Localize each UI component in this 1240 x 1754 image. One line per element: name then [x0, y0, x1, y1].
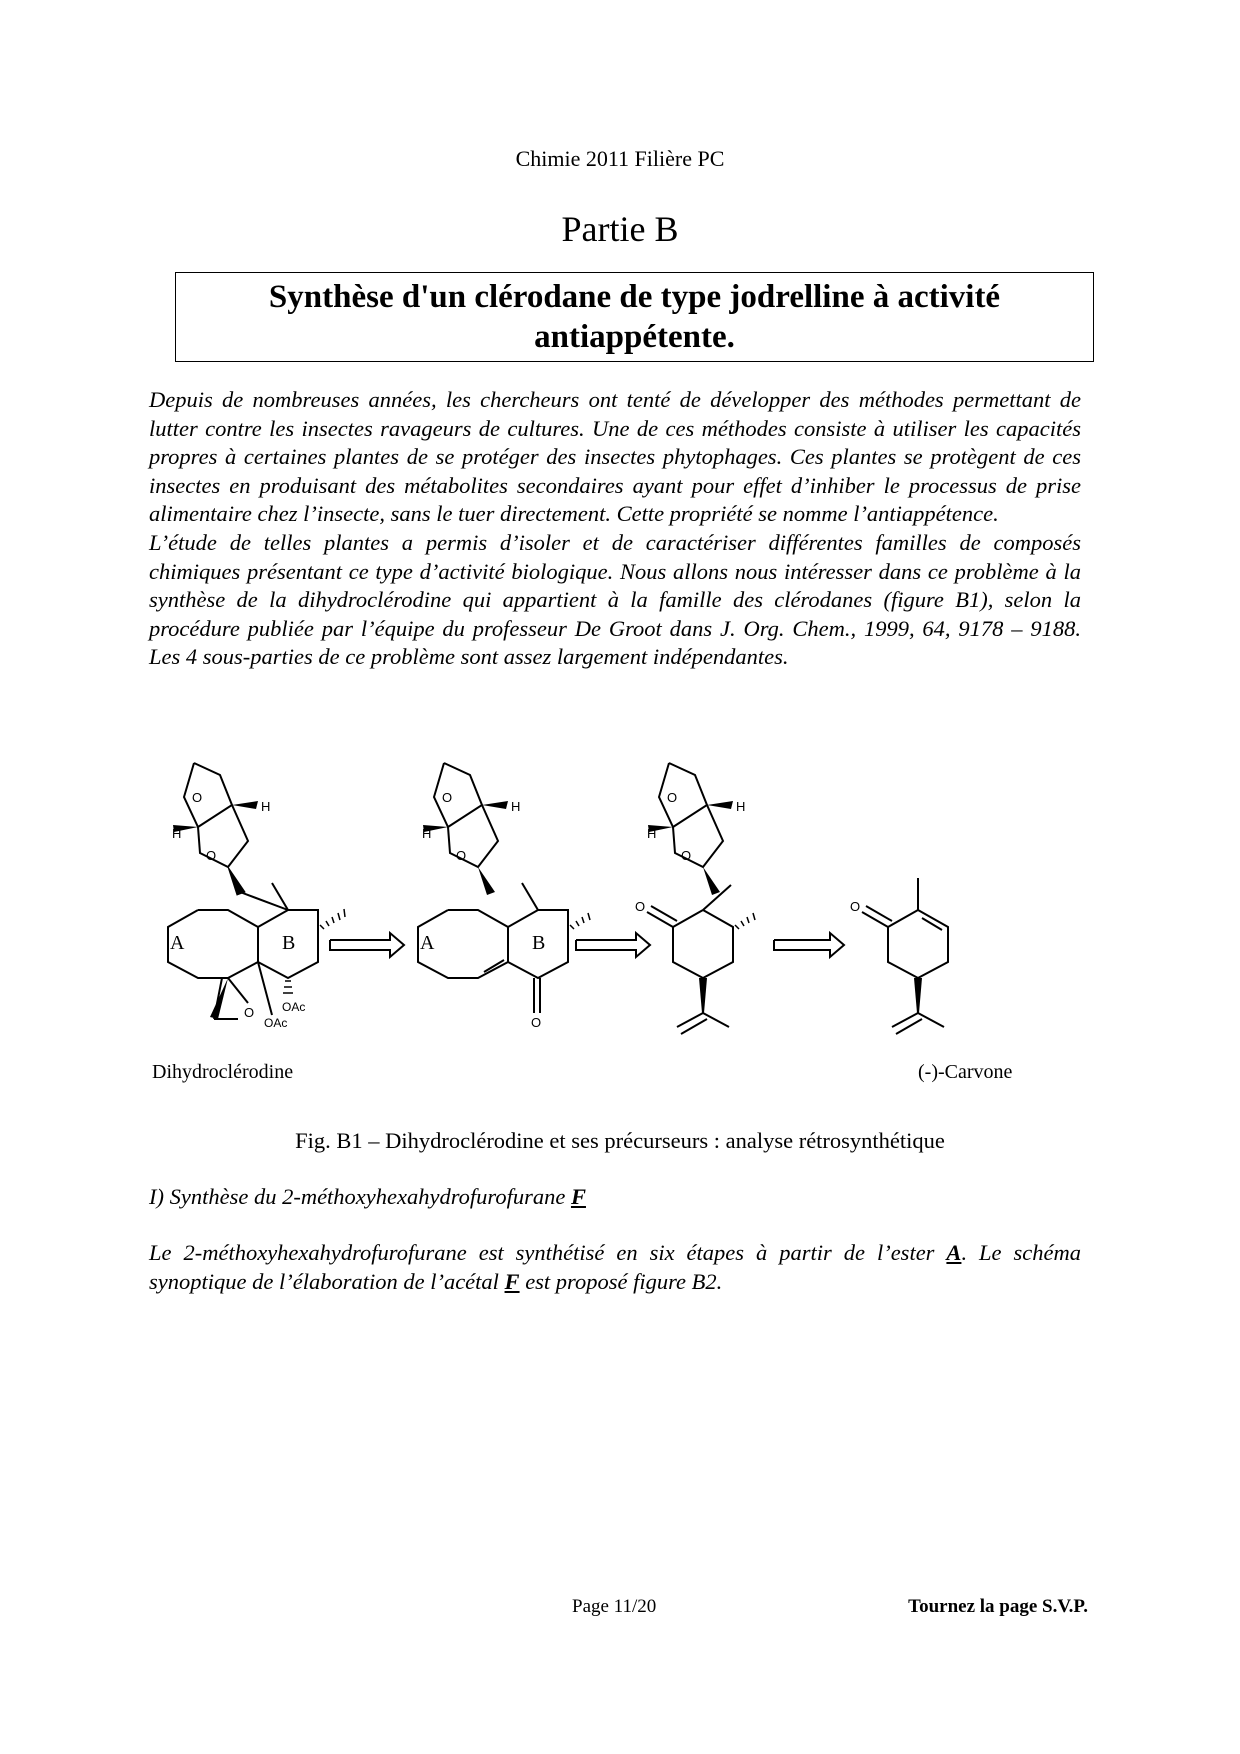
svg-text:B: B: [532, 932, 546, 954]
svg-text:O: O: [850, 899, 861, 914]
figure-b1-scheme: [140, 755, 1100, 1095]
introduction: [149, 386, 1081, 672]
svg-text:O: O: [192, 790, 203, 805]
intro-paragraph-1: Depuis de nombreuses années, les chercheurs ont tenté de développer des méthodes permettant de lutter contre les insectes ravageurs de cultures. Une de ces méthodes consiste à utiliser les capacités propres à certaines plantes de se protéger des insectes phytophages. Ces plantes se protègent de ces insectes en produisant des métabolites secondaires ayant pour effet d’inhiber le processus de prise alimentaire chez l’insecte, sans le tuer directement. Cette propriété se nomme l’antiappétence.: [149, 387, 1081, 527]
svg-text:OAc: OAc: [264, 1016, 288, 1030]
part-title: Partie B: [561, 209, 679, 249]
svg-text:O: O: [456, 848, 467, 863]
section-paragraph-text: Le 2-méthoxyhexahydrofurofurane est synthétisé en six étapes à partir de l’ester A. Le schéma synoptique de l’élaboration de l’acétal F est proposé figure B2.: [149, 1240, 1081, 1294]
turn-page-note: Tournez la page S.V.P.: [908, 1596, 1088, 1617]
svg-text:O: O: [442, 790, 453, 805]
exam-header: Chimie 2011 Filière PC: [515, 146, 725, 171]
section-title-text: I) Synthèse du 2-méthoxyhexahydrofurofurane: [149, 1184, 571, 1209]
svg-text:O: O: [667, 790, 678, 805]
svg-text:O: O: [681, 848, 692, 863]
page-number: Page 11/20: [572, 1596, 657, 1617]
svg-text:O: O: [531, 1015, 542, 1030]
svg-text:H: H: [422, 826, 432, 841]
dihydroclerodine-structure: [152, 763, 345, 1083]
svg-text:H: H: [647, 826, 657, 841]
label-dihydroclerodine: Dihydroclérodine: [152, 1061, 294, 1083]
svg-text:H: H: [261, 799, 271, 814]
svg-text:O: O: [206, 848, 217, 863]
retro-arrow-1: [330, 933, 404, 957]
svg-text:O: O: [244, 1005, 255, 1020]
precursor-2-structure: [635, 763, 755, 1034]
svg-text:OAc: OAc: [282, 1000, 306, 1014]
figure-caption: Fig. B1 – Dihydroclérodine et ses précurseurs : analyse rétrosynthétique: [295, 1128, 945, 1153]
title-line-2: antiappétente.: [534, 319, 735, 355]
compound-a-ref: A: [946, 1240, 962, 1265]
svg-text:A: A: [420, 932, 435, 954]
retro-arrow-3: [774, 933, 844, 957]
compound-f-ref: F: [504, 1269, 520, 1294]
section-title-letter-f: F: [570, 1184, 586, 1209]
retro-arrow-2: [576, 933, 650, 957]
svg-text:H: H: [172, 826, 182, 841]
svg-text:H: H: [736, 799, 746, 814]
section-paragraph: [149, 1238, 1081, 1296]
svg-text:H: H: [511, 799, 521, 814]
svg-text:A: A: [170, 932, 185, 954]
precursor-1-structure: [418, 763, 590, 1030]
svg-text:O: O: [635, 899, 646, 914]
section-title: [149, 1184, 586, 1210]
intro-paragraph-2: L’étude de telles plantes a permis d’isoler et de caractériser différentes familles de composés chimiques présentant ce type d’activité biologique. Nous allons nous intéresser dans ce problème à la synthèse de la dihydroclérodine qui appartient à la famille des clérodanes (figure B1), selon la procédure publiée par l’équipe du professeur De Groot dans J. Org. Chem., 1999, 64, 9178 – 9188. Les 4 sous-parties de ce problème sont assez largement indépendantes.: [149, 529, 1081, 670]
label-carvone: (-)-Carvone: [918, 1061, 1013, 1083]
svg-text:B: B: [282, 932, 296, 954]
title-line-1: Synthèse d'un clérodane de type jodrelline à activité: [268, 279, 1001, 315]
title-box: [175, 272, 1094, 362]
carvone-structure: [850, 878, 1013, 1083]
